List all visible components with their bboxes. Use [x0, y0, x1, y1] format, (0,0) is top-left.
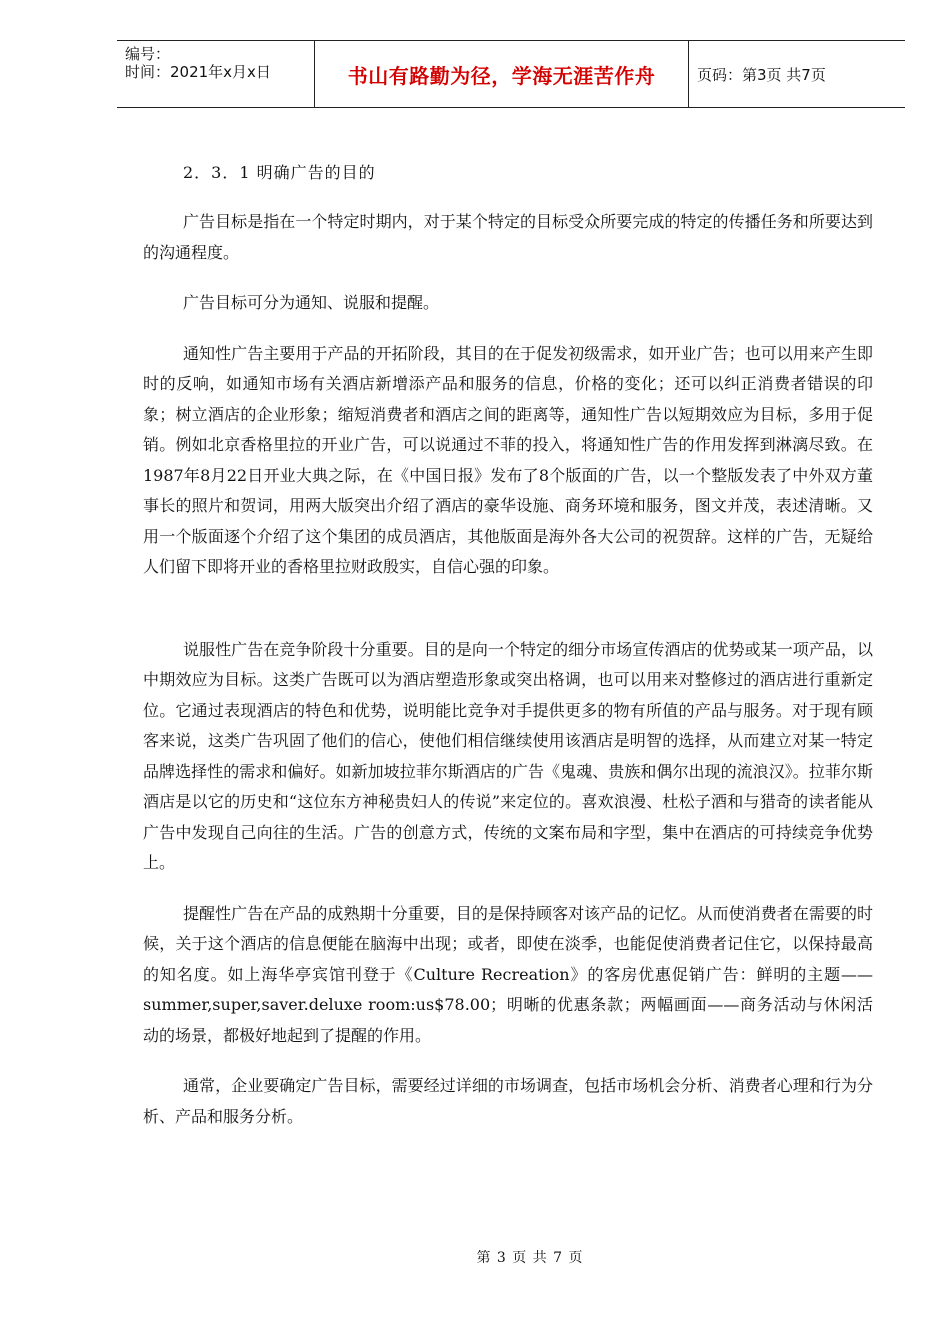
paragraph-types: 广告目标可分为通知、说服和提醒。: [183, 293, 440, 312]
number-label: 编号：: [125, 45, 171, 63]
paragraph-persuasive: 说服性广告在竞争阶段十分重要。目的是向一个特定的细分市场宣传酒店的优势或某一项产品，以中期效应为目标。这类广告既可以为酒店塑造形象或突出格调，也可以用来对整修过的酒店进行重新定位。它通过表现酒店的特色和优势，说明能比竞争对手提供更多的物有所值的产品与服务。对于现有顾客来说，这类广告巩固了他们的信心，使他们相信继续使用该酒店是明智的选择，从而建立对某一特定品牌选择性的需求和偏好。如新加坡拉菲尔斯酒店的广告《鬼魂、贵族和偶尔出现的流浪汉》。拉菲尔斯酒店是以它的历史和“这位东方神秘贵妇人的传说”来定位的。喜欢浪漫、杜松子酒和与猎奇的读者能从广告中发现自己向往的生活。广告的创意方式，传统的文案布局和字型，集中在酒店的可持续竞争优势上。: [143, 639, 873, 872]
document-body: [143, 160, 873, 1152]
page-footer: 第 3 页 共 7 页: [476, 1250, 584, 1266]
header-page-info: 页码：第3页 共7页: [697, 65, 826, 84]
paragraph-reminder: 提醒性广告在产品的成熟期十分重要，目的是保持顾客对该产品的记忆。从而使消费者在需要的时候，关于这个酒店的信息便能在脑海中出现；或者，即使在淡季，也能促使消费者记住它，以保持最高的知名度。如上海华亭宾馆刊登于《Culture Recreation》的客房优惠促销广告：鲜明的主题——summer,super,saver.deluxe room:us$78.00；明晰的优惠条款；两幅画面——商务活动与休闲活动的场景，都极好地起到了提醒的作用。: [143, 903, 873, 1045]
header-motto: 书山有路勤为径，学海无涯苦作舟: [315, 41, 689, 107]
paragraph-definition: 广告目标是指在一个特定时期内，对于某个特定的目标受众所要完成的特定的传播任务和所要达到的沟通程度。: [143, 212, 873, 262]
paragraph-informative: 通知性广告主要用于产品的开拓阶段，其目的在于促发初级需求，如开业广告；也可以用来产生即时的反响，如通知市场有关酒店新增添产品和服务的信息，价格的变化；还可以纠正消费者错误的印象；树立酒店的企业形象；缩短消费者和酒店之间的距离等，通知性广告以短期效应为目标，多用于促销。例如北京香格里拉的开业广告，可以说通过不菲的投入，将通知性广告的作用发挥到淋漓尽致。在1987年8月22日开业大典之际，在《中国日报》发布了8个版面的广告，以一个整版发表了中外双方董事长的照片和贺词，用两大版突出介绍了酒店的豪华设施、商务环境和服务，图文并茂，表述清晰。又用一个版面逐个介绍了这个集团的成员酒店，其他版面是海外各大公司的祝贺辞。这样的广告，无疑给人们留下即将开业的香格里拉财政殷实，自信心强的印象。: [143, 343, 873, 576]
document-header: [117, 40, 905, 108]
header-meta: [117, 41, 315, 107]
time-label: 时间：2021年x月x日: [125, 63, 271, 81]
paragraph-conclusion: 通常，企业要确定广告目标，需要经过详细的市场调查，包括市场机会分析、消费者心理和行为分析、产品和服务分析。: [143, 1076, 873, 1126]
section-heading: 2．3．1 明确广告的目的: [183, 163, 376, 182]
